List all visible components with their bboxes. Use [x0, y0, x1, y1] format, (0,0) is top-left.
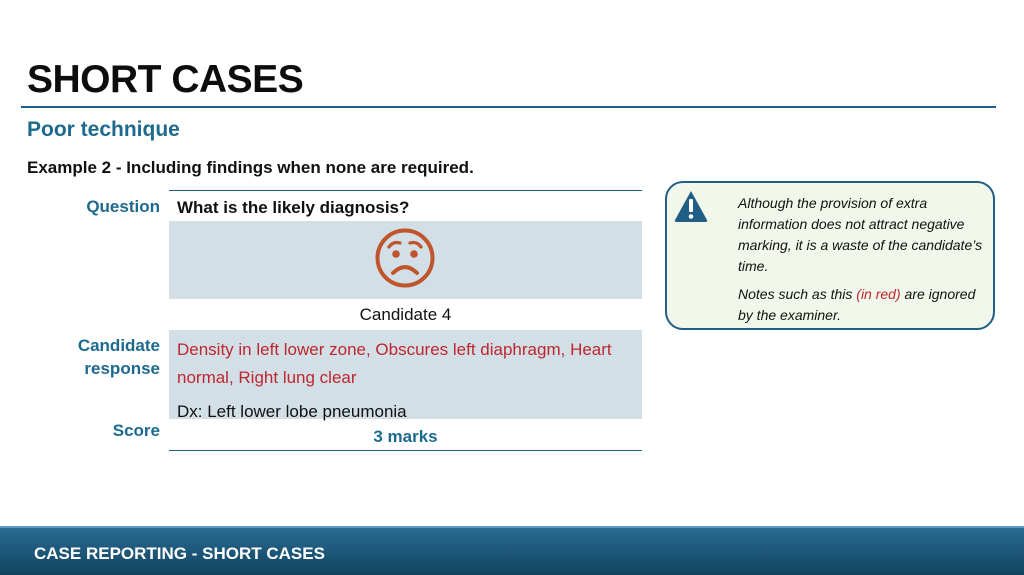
footer-bar — [0, 526, 1024, 575]
footer-title: CASE REPORTING - SHORT CASES — [34, 544, 325, 563]
candidate-label: Candidate 4 — [359, 305, 452, 324]
note-paragraph-1: Although the provision of extra information does not attract negative marking, it is a waste of the candidate’s time. — [738, 195, 983, 274]
title-divider — [21, 106, 996, 108]
question-label: Question — [86, 197, 160, 216]
candidate-response-label: Candidate response — [77, 336, 160, 378]
warning-icon — [673, 189, 709, 223]
note-paragraph-2 — [738, 284, 986, 326]
score-label: Score — [112, 421, 160, 440]
note-text-red: (in red) — [856, 286, 901, 302]
question-row — [169, 190, 642, 221]
score-value: 3 marks — [373, 427, 438, 446]
note-text-before: Notes such as this — [738, 286, 857, 302]
example-heading: Example 2 - Including findings when none are required. — [27, 158, 474, 177]
question-text: What is the likely diagnosis? — [177, 198, 410, 217]
response-diagnosis: Dx: Left lower lobe pneumonia — [177, 402, 407, 421]
response-findings: Density in left lower zone, Obscures left diaphragm, Heart normal, Right lung clear — [177, 340, 612, 387]
slide-subtitle: Poor technique — [27, 118, 180, 141]
reaction-row — [169, 221, 642, 299]
slide-title: SHORT CASES — [27, 58, 304, 101]
note-callout — [665, 181, 995, 330]
worried-face-icon — [374, 227, 436, 289]
footer-highlight — [0, 526, 1024, 528]
note-text — [738, 193, 986, 333]
note-text-after: are ignored by the examiner. — [738, 286, 976, 323]
score-row — [169, 419, 642, 451]
